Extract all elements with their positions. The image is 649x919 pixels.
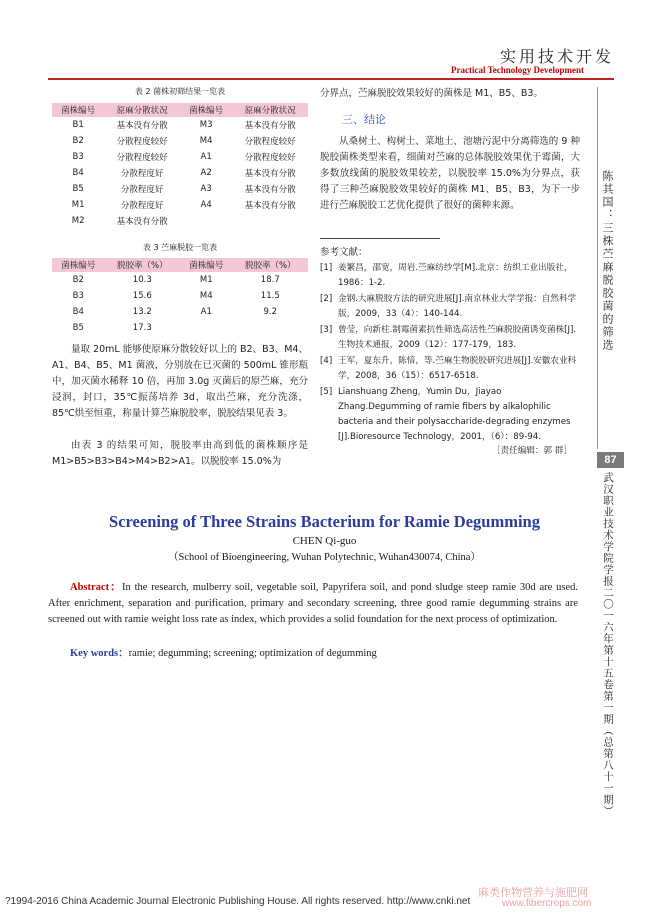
table-cell (233, 320, 308, 336)
table-cell: M2 (71, 216, 85, 226)
table-row (52, 272, 308, 288)
table-cell: 基本没有分散 (244, 169, 296, 179)
references-heading: 参考文献： (320, 247, 368, 258)
table-cell: 13.2 (132, 307, 152, 317)
journal-section-title: 实用技术开发 (499, 47, 614, 66)
reference-text: Lianshuang Zheng，Yumin Du，Jiayao Zhang.Degumming of ramie fibers by alkalophilic bacteria and their polysaccharide-degrading enzymes [J].Bioresource Technology，2001，（6）：89-94. (338, 387, 571, 442)
table-cell: M1 (199, 275, 213, 285)
table-cell: 17.3 (132, 323, 152, 333)
journal-section-subtitle: Practical Technology Development (451, 65, 584, 75)
reference-item (320, 292, 580, 322)
table-cell: B2 (72, 136, 84, 146)
table3 (52, 258, 308, 336)
table-cell: B1 (72, 120, 84, 130)
table-cell: 18.7 (260, 275, 280, 285)
table-cell: 基本没有分散 (244, 121, 296, 131)
table-cell: 9.2 (263, 307, 278, 317)
header-divider (48, 78, 614, 80)
english-title: Screening of Three Strains Bacterium for Ramie Degumming (109, 512, 540, 531)
keywords-text: ramie; degumming; screening; optimization of degumming (128, 648, 377, 659)
table-row (52, 304, 308, 320)
table-cell: 分散程度好 (120, 185, 164, 195)
journal-info-vertical: 武汉职业技术学院学报二〇一六年第十五卷第一期（总第八十一期） (602, 472, 614, 817)
abstract-label: Abstract： (70, 582, 123, 593)
table-cell: 分散程度好 (120, 201, 164, 211)
references-list (320, 261, 580, 446)
reference-number: [2] (320, 294, 333, 304)
reference-number: [5] (320, 387, 333, 397)
table-row (52, 288, 308, 304)
table-cell: 分散程度较好 (116, 137, 168, 147)
table-cell: M3 (199, 120, 213, 130)
table-header-cell: 脱胶率（%） (105, 258, 180, 272)
english-keywords (70, 645, 377, 660)
abstract-text: In the research, mulberry soil, vegetable soil, Papyrifera soil, and pond sludge steep ramie 30d are used. After enrichment, separation and purification, primary and secondary screening, three good ramie degumming strains are screened out with ramie weight loss rate as index, which provides a solid foundation for the next process of optimization. (48, 582, 578, 625)
table-row (52, 320, 308, 336)
table-cell: A4 (200, 200, 212, 210)
table-cell (180, 213, 232, 229)
reference-item (320, 354, 580, 384)
table-row (52, 213, 308, 229)
reference-item (320, 385, 580, 445)
page-number: 87 (597, 452, 624, 468)
table-cell (232, 213, 308, 229)
section-heading-conclusion: 三、结论 (342, 113, 386, 126)
watermark-url: www.fibercrops.com (502, 898, 592, 909)
table-cell: 基本没有分散 (244, 201, 296, 211)
table-header-cell: 脱胶率（%） (233, 258, 308, 272)
table-header-cell: 菌株编号 (52, 258, 105, 272)
table-row (52, 181, 308, 197)
reference-text: 金钢.大麻脱胶方法的研究进展[J].南京林业大学学报：自然科学版，2009，33（4）：140-144. (338, 294, 577, 319)
table-cell: A1 (200, 307, 212, 317)
table-cell: A3 (200, 184, 212, 194)
table-cell: B4 (72, 307, 84, 317)
reference-text: 王军，夏东升，陈愔，等.苎麻生物脱胶研究进展[J].安徽农业科学，2008，36（15）：6517-6518. (338, 356, 577, 381)
table-header-cell: 菌株编号 (52, 103, 104, 117)
table-cell: 基本没有分散 (116, 121, 168, 131)
right-paragraph-1: 从桑树土、构树土、菜地土、池塘污泥中分离筛选的 9 种脱胶菌株类型来看，细菌对苎麻的总体脱胶效果优于霉菌，大多数放线菌的脱胶效果较差，以脱胶率 15.0%为分界点，获得了三种苎麻脱胶效果较好的菌株 M1、B5、B3，为下一步进行苎麻脱胶工艺优化提供了很好的菌种来源。 (320, 136, 580, 211)
running-title-vertical: 陈其国：三株苎麻脱胶菌的筛选 (601, 170, 614, 352)
table-cell: B5 (72, 323, 84, 333)
references-divider (320, 238, 440, 239)
table-header-cell: 原麻分散状况 (104, 103, 180, 117)
table-cell: 基本没有分散 (244, 185, 296, 195)
table-cell: B5 (72, 184, 84, 194)
left-paragraph-1: 量取 20mL 能够使原麻分散较好以上的 B2、B3、M4、A1、B4、B5、M1 菌液，分别放在已灭菌的 500mL 锥形瓶中，加灭菌水稀释 10 倍，再加 3.0g 灭菌后的原苎麻，充分浸润，封口，35℃振荡培养 3d，取出苎麻，充分洗涤，85℃烘至恒重，称量计算苎麻脱胶率，脱胶结果见表 3。 (52, 344, 308, 419)
table-cell: A2 (200, 168, 212, 178)
table2-caption: 表 2 菌株初筛结果一览表 (134, 87, 226, 96)
table-cell: 11.5 (260, 291, 280, 301)
table-cell (180, 320, 233, 336)
english-author: CHEN Qi-guo (292, 535, 357, 547)
english-affiliation: （School of Bioengineering, Wuhan Polytechnic, Wuhan430074, China） (168, 552, 481, 563)
table-cell: 基本没有分散 (116, 217, 168, 227)
table-row (52, 197, 308, 213)
table-cell: 15.6 (132, 291, 152, 301)
table-cell: 分散程度较好 (244, 153, 296, 163)
table-row (52, 149, 308, 165)
table-cell: 分散程度较好 (116, 153, 168, 163)
copyright-footer: ?1994-2016 China Academic Journal Electronic Publishing House. All rights reserved. http://www.cnki.net (5, 896, 471, 907)
table-cell: B2 (72, 275, 84, 285)
table-cell: M1 (71, 200, 85, 210)
table-cell: A1 (200, 152, 212, 162)
table-row (52, 133, 308, 149)
table-cell: M4 (199, 291, 213, 301)
table-cell: 分散程度较好 (244, 137, 296, 147)
reference-item (320, 261, 580, 291)
table-cell: B3 (72, 152, 84, 162)
reference-text: 曾莹，向新柱.制霉菌素抗性筛选高活性苎麻脱胶菌诱变菌株[J].生物技术通报，2009（12）：177-179，183. (338, 325, 577, 350)
editor-note: ［责任编辑：郭 群］ (491, 446, 572, 456)
english-abstract (48, 580, 578, 628)
table-cell: 分散程度好 (120, 169, 164, 179)
reference-number: [3] (320, 325, 333, 335)
left-paragraph-2: 由表 3 的结果可知，脱胶率由高到低的菌株顺序是 M1>B5>B3>B4>M4>B2>A1。以脱胶率 15.0%为 (52, 440, 308, 467)
reference-item (320, 323, 580, 353)
table-cell: M4 (199, 136, 213, 146)
reference-text: 姜繁昌，邵宽，周岩.苎麻纺纱学[M].北京：纺织工业出版社，1986：1-2. (338, 263, 573, 288)
keywords-label: Key words： (70, 648, 129, 659)
table2 (52, 103, 308, 229)
table-cell: B3 (72, 291, 84, 301)
watermark-cn: 麻类作物营养与施肥网 (478, 886, 588, 899)
table-header-cell: 原麻分散状况 (232, 103, 308, 117)
table-row (52, 165, 308, 181)
table3-caption: 表 3 苎麻脱胶一览表 (142, 243, 218, 252)
reference-number: [1] (320, 263, 333, 273)
table-cell: B4 (72, 168, 84, 178)
reference-number: [4] (320, 356, 333, 366)
table-cell: 10.3 (132, 275, 152, 285)
table-header-cell: 菌株编号 (180, 258, 233, 272)
right-paragraph-0: 分界点，苎麻脱胶效果较好的菌株是 M1、B5、B3。 (320, 88, 543, 99)
table-header-cell: 菌株编号 (180, 103, 232, 117)
table-row (52, 117, 308, 133)
